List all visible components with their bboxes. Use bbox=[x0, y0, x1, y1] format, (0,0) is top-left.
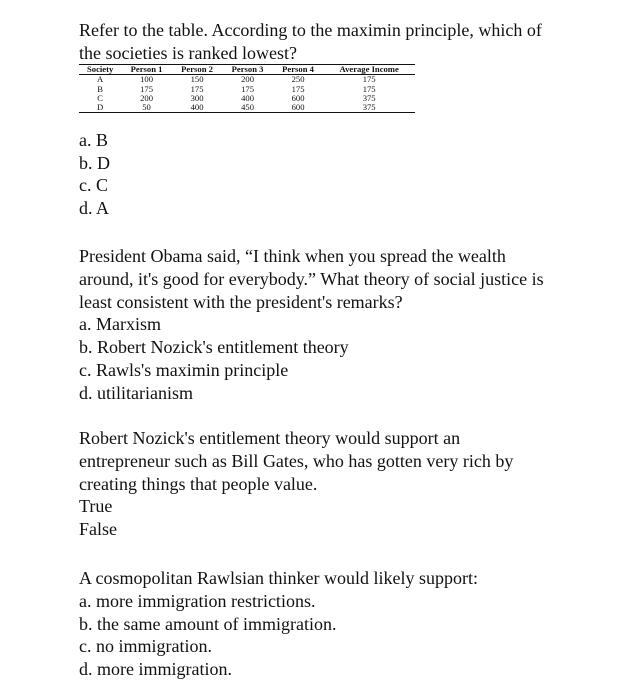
table-header-cell: Person 1 bbox=[121, 65, 172, 75]
table-cell: 200 bbox=[241, 74, 254, 85]
option-c: c. no immigration. bbox=[79, 636, 212, 657]
table-cell: 200 bbox=[140, 92, 153, 103]
option-a: a. Marxism bbox=[79, 314, 161, 335]
table-cell: 150 bbox=[190, 74, 204, 85]
option-c: c. Rawls's maximin principle bbox=[79, 359, 289, 380]
table-cell: B bbox=[97, 83, 104, 94]
option-a: a. more immigration restrictions. bbox=[79, 590, 316, 611]
question-3 bbox=[79, 427, 604, 541]
option-b: b. Robert Nozick's entitlement theory bbox=[79, 337, 349, 358]
option-d: d. A bbox=[79, 197, 110, 218]
table-header-cell: Society bbox=[79, 65, 121, 75]
question-1 bbox=[79, 19, 604, 65]
table-header-cell: Person 2 bbox=[172, 65, 223, 75]
table-cell: 250 bbox=[291, 74, 305, 85]
table-cell: 175 bbox=[362, 74, 376, 85]
question-3-stem-line-3: creating things that people value. bbox=[79, 473, 318, 494]
question-1-stem-line-1: Refer to the table. According to the maximin principle, which of bbox=[79, 20, 542, 40]
table-cell: 175 bbox=[140, 83, 153, 94]
income-table bbox=[79, 64, 415, 113]
table-cell: C bbox=[97, 92, 104, 103]
question-3-stem-line-2: entrepreneur such as Bill Gates, who has gotten very rich by bbox=[79, 450, 514, 471]
table-cell: 600 bbox=[291, 92, 305, 103]
table-cell: 175 bbox=[362, 83, 376, 94]
table-cell: 50 bbox=[121, 103, 172, 113]
option-a: a. B bbox=[79, 130, 108, 150]
question-3-stem-line-1: Robert Nozick's entitlement theory would support an bbox=[79, 428, 461, 448]
table-cell: 400 bbox=[172, 103, 223, 113]
table-cell: 175 bbox=[190, 83, 204, 94]
table-cell: 450 bbox=[222, 103, 273, 113]
table-cell: A bbox=[97, 74, 104, 85]
table-cell: 100 bbox=[140, 74, 153, 85]
question-1-options bbox=[79, 129, 110, 219]
option-b: b. the same amount of immigration. bbox=[79, 613, 337, 634]
option-d: d. utilitarianism bbox=[79, 382, 193, 403]
table-cell: 600 bbox=[273, 103, 324, 113]
option-true: True bbox=[79, 496, 113, 517]
question-2 bbox=[79, 245, 604, 405]
table-cell: 400 bbox=[241, 92, 254, 103]
option-c: c. C bbox=[79, 175, 108, 195]
table-cell: 175 bbox=[291, 83, 305, 94]
question-4 bbox=[79, 567, 604, 681]
question-1-stem-line-2: the societies is ranked lowest? bbox=[79, 42, 297, 63]
option-false: False bbox=[79, 519, 117, 540]
table-header-cell: Person 3 bbox=[222, 65, 273, 75]
table-header-cell: Person 4 bbox=[273, 65, 324, 75]
table-header-row bbox=[79, 65, 415, 75]
table-cell: 175 bbox=[241, 83, 254, 94]
table-cell: 375 bbox=[323, 103, 415, 113]
table-row bbox=[79, 103, 415, 113]
question-2-stem-line-3: least consistent with the president's remarks? bbox=[79, 291, 403, 312]
table-header-cell: Average Income bbox=[323, 65, 415, 75]
question-4-stem-line-1: A cosmopolitan Rawlsian thinker would likely support: bbox=[79, 568, 478, 588]
option-b: b. D bbox=[79, 152, 110, 173]
table-cell: 300 bbox=[190, 92, 204, 103]
question-2-stem-line-2: around, it's good for everybody.” What theory of social justice is bbox=[79, 268, 544, 289]
option-d: d. more immigration. bbox=[79, 659, 232, 680]
table-cell: D bbox=[79, 103, 121, 113]
question-2-stem-line-1: President Obama said, “I think when you spread the wealth bbox=[79, 246, 506, 266]
income-table-grid bbox=[79, 64, 415, 113]
table-cell: 375 bbox=[362, 92, 376, 103]
